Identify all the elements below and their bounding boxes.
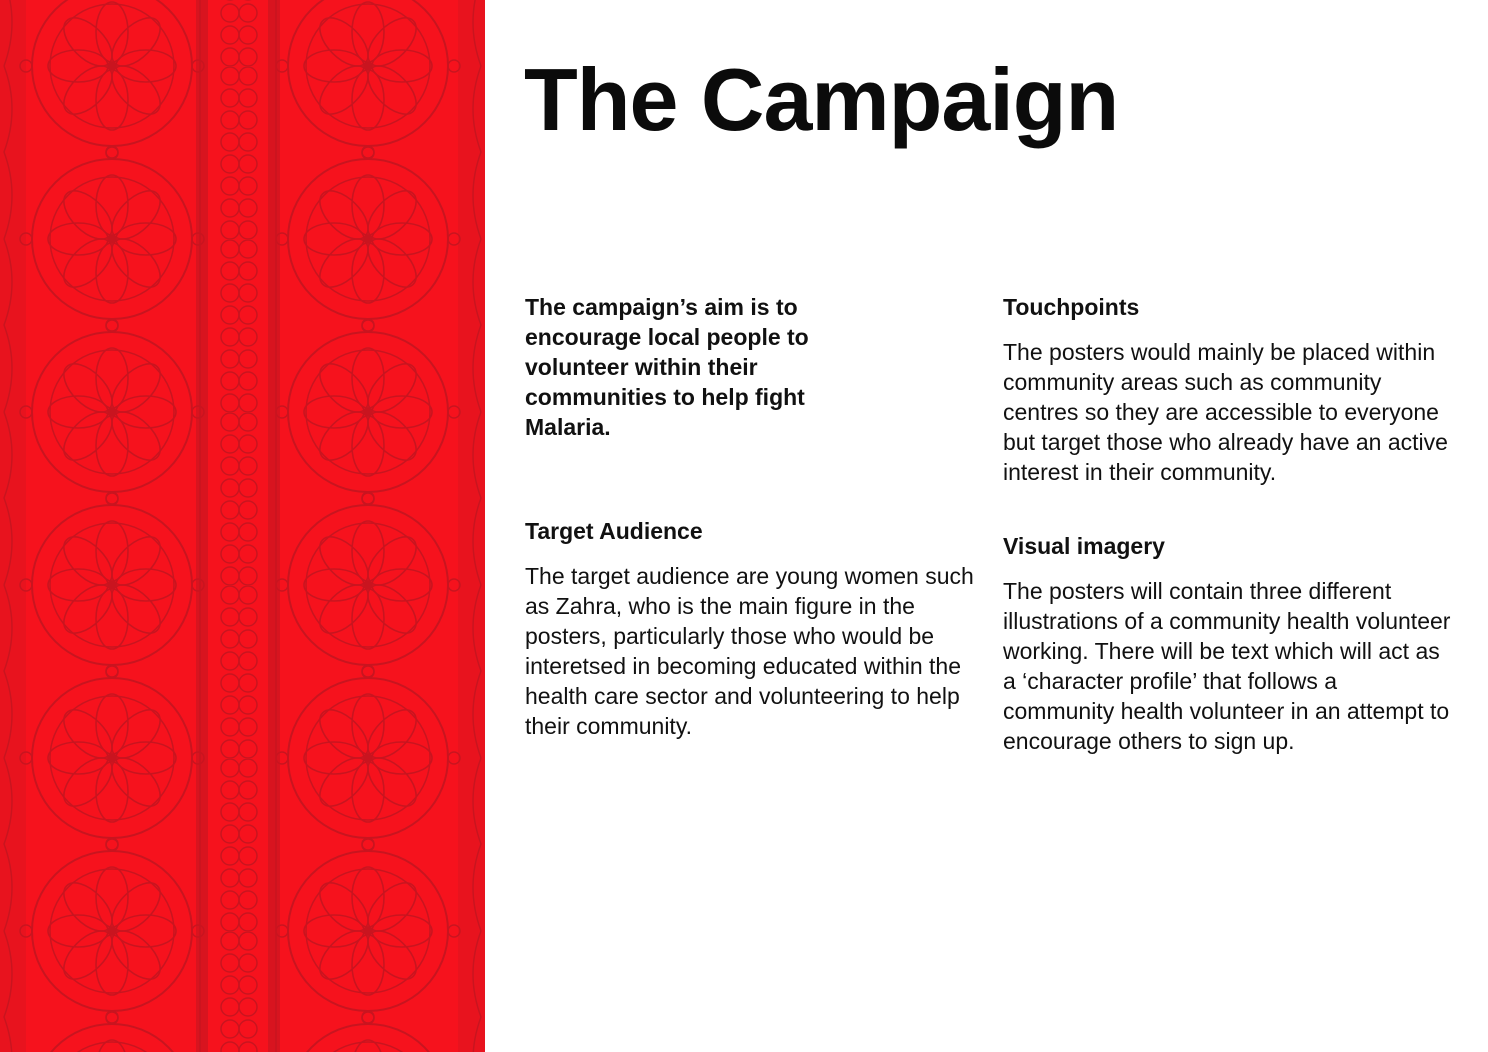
visual-imagery-heading: Visual imagery <box>1003 533 1165 559</box>
target-audience-heading: Target Audience <box>525 518 703 544</box>
touchpoints-heading: Touchpoints <box>1003 294 1140 320</box>
page-title: The Campaign <box>524 50 1119 149</box>
campaign-aim-statement: The campaign’s aim is to encourage local people to volunteer within their communities to help fight Malaria. <box>525 294 809 440</box>
floral-pattern-illustration <box>0 0 485 1052</box>
decorative-pattern-panel <box>0 0 485 1052</box>
touchpoints-text: The posters would mainly be placed within community areas such as community centres so they are accessible to everyone but target those who already have an active interest in their community. <box>1003 339 1448 485</box>
target-audience-text: The target audience are young women such as Zahra, who is the main figure in the posters, particularly those who would be interetsed in becoming educated within the health care sector and volunteering to help their community. <box>525 563 974 739</box>
visual-imagery-text: The posters will contain three different illustrations of a community health volunteer working. There will be text which will act as a ‘character profile’ that follows a community health volunteer in an attempt to encourage others to sign up. <box>1003 578 1451 754</box>
